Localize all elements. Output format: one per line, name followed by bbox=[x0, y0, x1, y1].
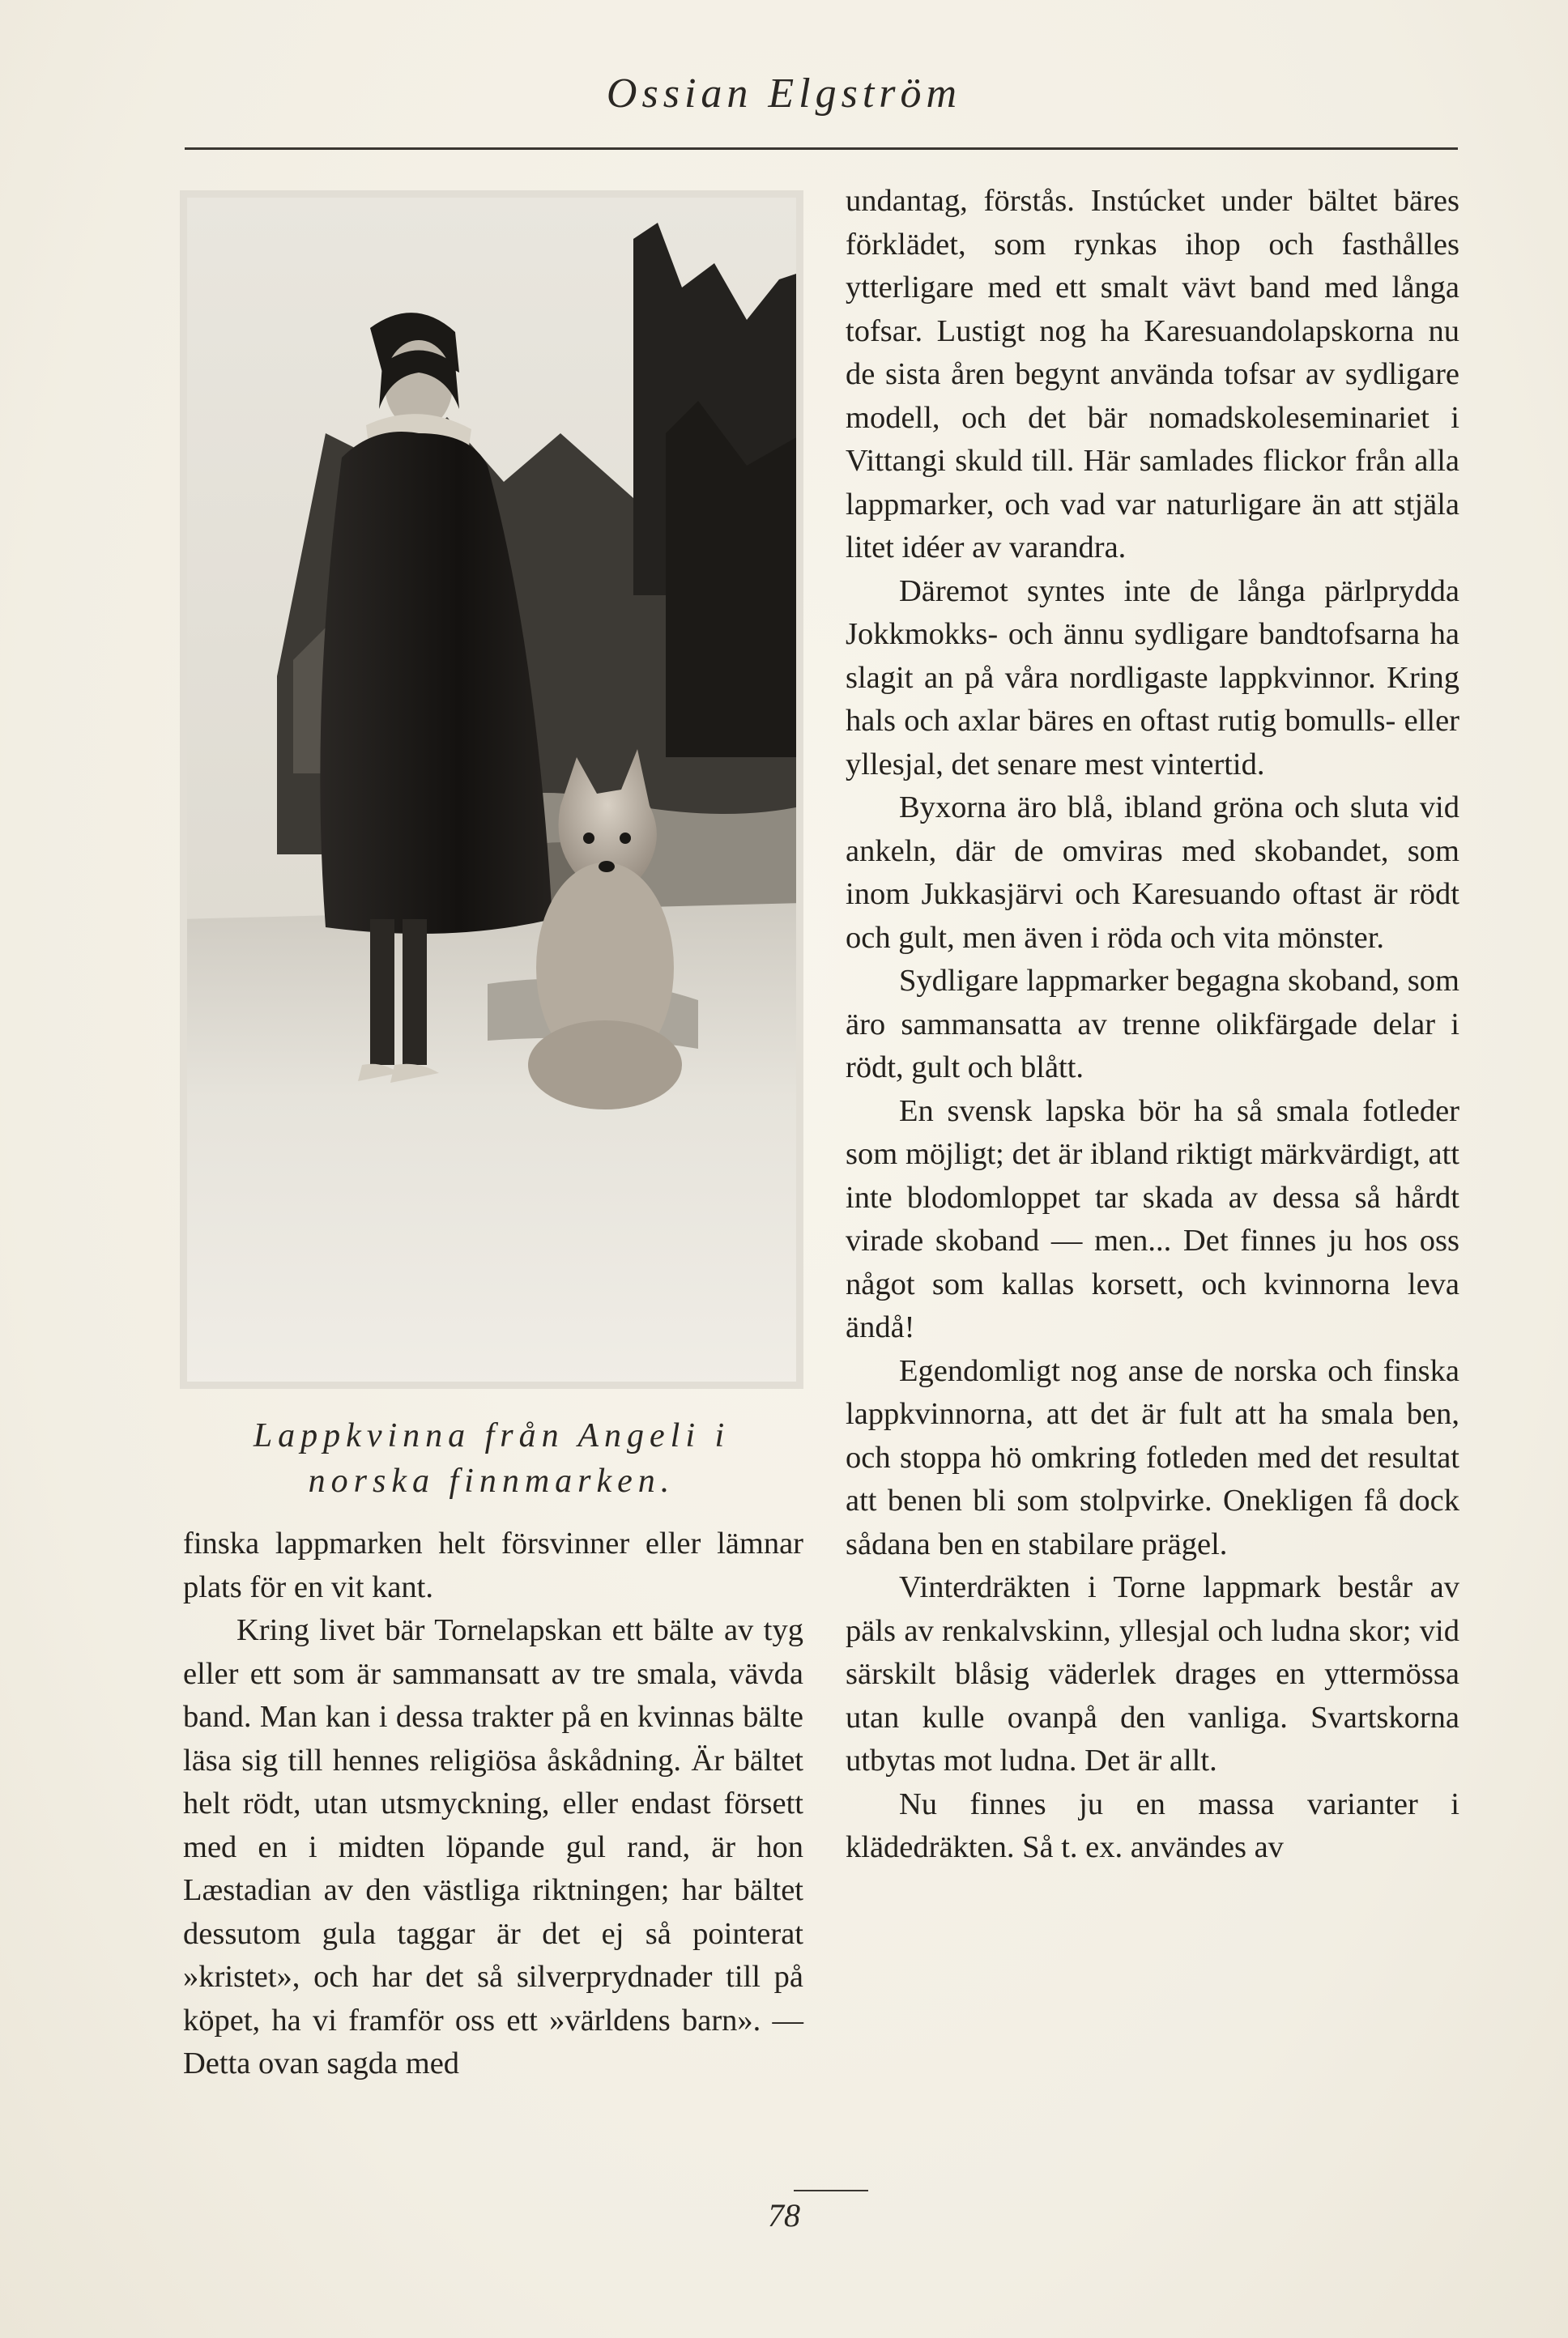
left-column bbox=[183, 1522, 803, 2086]
paragraph: Kring livet bär Tornelapskan ett bälte av tyg eller ett som är sammansatt av tre smala, vävda band. Man kan i dessa trakter på en kvinnas bälte läsa sig till hennes religiösa åskådning. Är bältet helt rödt, utan utsmyckning, eller endast försett med en i midten löpande gul rand, är hon Læstadian av den västliga riktningen; har bältet dessutom gula taggar är det ej så pointerat »kristet», och har det så silverprydnader till på köpet, ha vi framför oss ett »världens barn». — Detta ovan sagda med bbox=[183, 1613, 803, 2080]
photograph bbox=[180, 190, 803, 1389]
paragraph: Vinterdräkten i Torne lappmark består av päls av renkalvskinn, yllesjal och ludna skor; vid särskilt blåsig väderlek drages en yttermössa utan kulle ovanpå den vanliga. Svartskorna utbytas mot ludna. Det är allt. bbox=[846, 1570, 1459, 1778]
paragraph: En svensk lapska bör ha så smala fotleder som möjligt; det är ibland riktigt märkvärdigt, att inte blodomloppet tar skada av dessa så hårdt virade skoband — men... Det finnes ju hos oss något som kallas korsett, och kvinnorna leva ändå! bbox=[846, 1093, 1459, 1344]
page-number: 78 bbox=[768, 2197, 800, 2234]
running-head-author: Ossian Elgström bbox=[606, 70, 962, 117]
right-column bbox=[846, 180, 1459, 1870]
paragraph: Nu finnes ju en massa varianter i klädedräkten. Så t. ex. användes av bbox=[846, 1787, 1459, 1864]
photograph-icon bbox=[180, 190, 803, 1389]
caption-line-1: Lappkvinna från Angeli i bbox=[253, 1417, 731, 1454]
folio-rule bbox=[794, 2190, 868, 2191]
header-rule bbox=[185, 147, 1458, 150]
paragraph: Däremot syntes inte de långa pärlprydda Jokkmokks- och ännu sydligare bandtofsarna ha slagit an på våra nordligaste lappkvinnor. Kring hals och axlar bäres en oftast rutig bomulls- eller yllesjal, det senare mest vintertid. bbox=[846, 573, 1459, 781]
paragraph: Sydligare lappmarker begagna skoband, som äro sammansatta av trenne olikfärgade delar i rödt, gult och blått. bbox=[846, 964, 1459, 1084]
paragraph: finska lappmarken helt försvinner eller lämnar plats för en vit kant. bbox=[183, 1527, 803, 1604]
figure-caption bbox=[180, 1413, 803, 1504]
caption-line-2: norska finnmarken. bbox=[308, 1463, 675, 1500]
paragraph: Byxorna äro blå, ibland gröna och sluta vid ankeln, där de omviras med skobandet, som inom Jukkasjärvi och Karesuando oftast är rödt och gult, men även i röda och vita mönster. bbox=[846, 790, 1459, 955]
paragraph: undantag, förstås. Instúcket under bältet bäres förklädet, som rynkas ihop och fasthålles ytterligare med ett smalt vävt band med långa tofsar. Lustigt nog ha Karesuandolapskorna nu de sista åren begynt använda tofsar av sydligare modell, och det bär nomadskoleseminariet i Vittangi skuld till. Här samlades flickor från alla lappmarker, och vad var naturligare än att stjäla litet idéer av varandra. bbox=[846, 184, 1459, 564]
paragraph: Egendomligt nog anse de norska och finska lappkvinnorna, att det är fult att ha smala ben, och stoppa hö omkring fotleden med det resultat att benen bli som stolpvirke. Onekligen få dock sådana ben en stabilare prägel. bbox=[846, 1353, 1459, 1561]
